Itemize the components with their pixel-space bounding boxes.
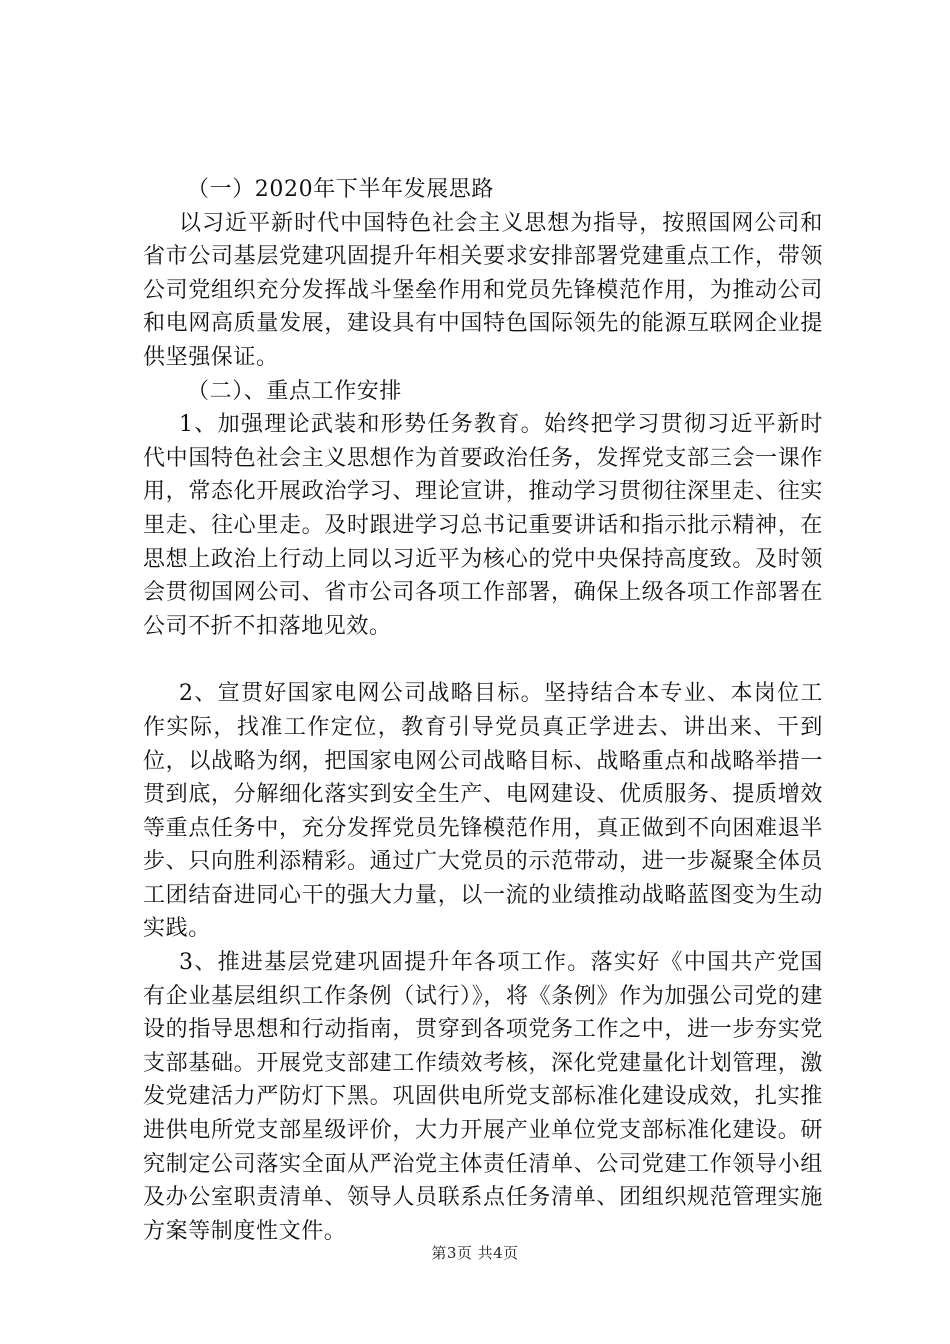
paragraph-item-2: 2、宣贯好国家电网公司战略目标。坚持结合本专业、本岗位工作实际，找准工作定位，教育引导党员真正学进去、讲出来、干到位，以战略为纲，把国家电网公司战略目标、战略重点和战略举措一贯到底，分解细化落实到安全生产、电网建设、优质服务、提质增效等重点任务中，充分发挥党员先锋模范作用，真正做到不向困难退半步、只向胜利添精彩。通过广大党员的示范带动，进一步凝聚全体员工团结奋进同心干的强大力量，以一流的业绩推动战略蓝图变为生动实践。 (143, 681, 823, 942)
paragraph-item-1: 1、加强理论武装和形势任务教育。始终把学习贯彻习近平新时代中国特色社会主义思想作为首要政治任务，发挥党支部三会一课作用，常态化开展政治学习、理论宣讲，推动学习贯彻往深里走、往实里走、往心里走。及时跟进学习总书记重要讲话和指示批示精神，在思想上政治上行动上同以习近平为核心的党中央保持高度致。及时领会贯彻国网公司、省市公司各项工作部署，确保上级各项工作部署在公司不折不扣落地见效。 (143, 412, 823, 639)
paragraph-item-3: 3、推进基层党建巩固提升年各项工作。落实好《中国共产党国有企业基层组织工作条例（试行）》，将《条例》作为加强公司党的建设的指导思想和行动指南，贯穿到各项党务工作之中，进一步夯实党支部基础。开展党支部建工作绩效考核，深化党建量化计划管理，激发党建活力严防灯下黑。巩固供电所党支部标准化建设成效，扎实推进供电所党支部星级评价，大力开展产业单位党支部标准化建设。研究制定公司落实全面从严治党主体责任清单、公司党建工作领导小组及办公室职责清单、领导人员联系点任务清单、团组织规范管理实施方案等制度性文件。 (143, 950, 823, 1244)
page-number-footer: 第3页 共4页 (431, 1244, 519, 1262)
document-body (143, 173, 823, 1248)
section-heading-2: （二）、重点工作安排 (187, 378, 403, 404)
paragraph-development-approach: 以习近平新时代中国特色社会主义思想为指导，按照国网公司和省市公司基层党建巩固提升年相关要求安排部署党建重点工作，带领公司党组织充分发挥战斗堡垒作用和党员先锋模范作用，为推动公司和电网高质量发展，建设具有中国特色国际领先的能源互联网企业提供坚强保证。 (143, 210, 823, 370)
section-heading-1: （一）2020年下半年发展思路 (187, 177, 494, 202)
